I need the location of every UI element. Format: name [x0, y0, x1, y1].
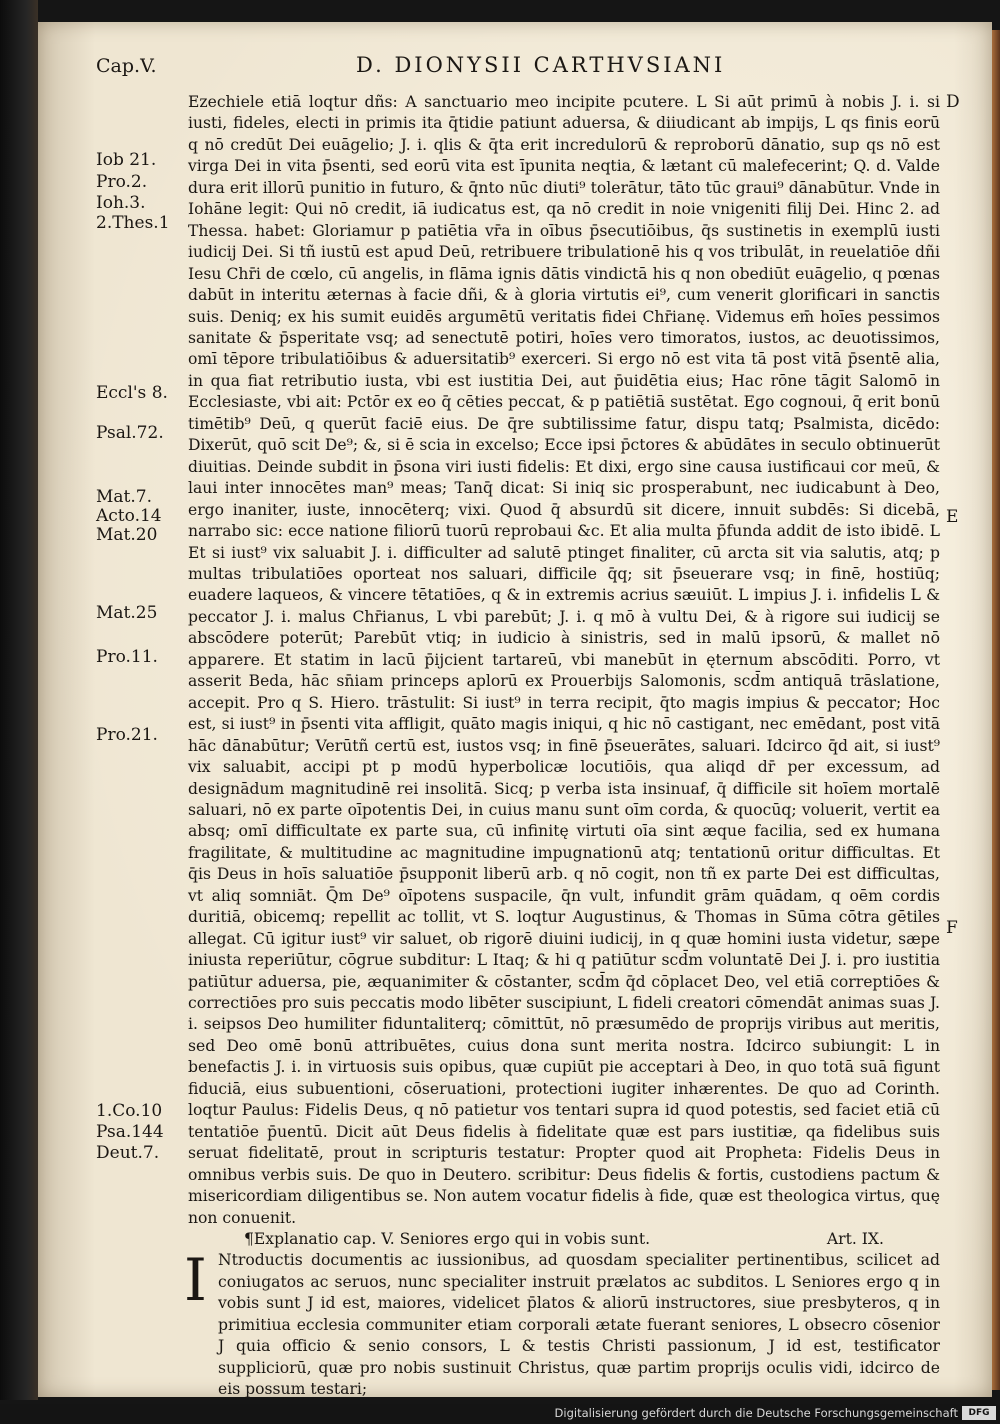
dfg-logo: DFG [962, 1406, 996, 1420]
page-title: D. DIONYSII CARTHVSIANI [356, 53, 726, 77]
margin-note: 1.Co.10 [96, 1101, 163, 1121]
margin-note: Eccl's 8. [96, 383, 168, 403]
margin-note: Pro.21. [96, 725, 158, 745]
margin-note: Pro.2. [96, 172, 148, 192]
margin-note: Deut.7. [96, 1143, 160, 1163]
margin-letter: F [946, 918, 958, 938]
margin-note: 2.Thes.1 [96, 213, 170, 233]
paragraph: Ntroductis documentis ac iussionibus, ad quosdam specialiter pertinentibus, scilicet ad coniugatos ac seruos, nunc specialiter instruit prælatos ac subditos. L Seniores ergo q in vobis sunt J id est, maiores, videlicet p̄latos & aliorū instructores, siue presbyteros, q in primitiua ecclesia communiter etiam corporali ætate fuerant seniores, L obsecro cōsenior J quia officio & senio consors, L & testis Christi passionum, J id est, testificator suppliciorū, quæ pro nobis sustinuit Christus, quæ partim proprijs oculis vidi, idcirco de eis possum testari; [218, 1251, 940, 1399]
margin-letter: D [946, 92, 960, 112]
margin-note: Mat.20 [96, 525, 158, 545]
margin-note: Ioh.3. [96, 193, 146, 213]
margin-letter: E [946, 507, 959, 527]
paragraph-with-initial [184, 1246, 940, 1400]
margin-note: Pro.11. [96, 647, 158, 667]
margin-note: Mat.7. [96, 487, 152, 507]
drop-cap: I [184, 1246, 207, 1315]
margin-note: Psa.144 [96, 1122, 164, 1142]
main-text [184, 92, 940, 1401]
footer-credit: Digitalisierung gefördert durch die Deutsche Forschungsgemeinschaft [554, 1406, 958, 1420]
margin-note: Iob 21. [96, 150, 157, 170]
margin-note: Mat.25 [96, 603, 158, 623]
chapter-label: Cap.V. [96, 55, 157, 77]
section-heading [188, 1229, 940, 1250]
heading-title: ¶Explanatio cap. V. Seniores ergo qui in vobis sunt. [244, 1230, 651, 1249]
margin-note: Psal.72. [96, 423, 164, 443]
paragraph: Ezechiele etiā loqtur dñs: A sanctuario meo incipite pcutere. L Si aūt primū à nobis J. i. si iusti, fideles, electi in primis ita q̄tidie patiunt aduersa, & diiudicant ab impijs, L qs finis eorū q nō credūt Dei euāgelio; J. i. qlis & q̄ta erit incredulorū & reproborū dānatio, sup qs nō est virga Dei in vita p̄senti, sed eorū vita est īpunita neqtia, & lætant cū malefecerint; Q. d. Valde dura erit illorū punitio in futuro, & q̄nto nūc diuti⁹ tolerātur, tāto tūc graui⁹ dānabūtur. Vnde in Iohāne legit: Qui nō credit, iā iudicatus est, qa nō credit in noie vnigeniti filij Dei. Hinc 2. ad Thessa. habet: Gloriamur p patiētia vr̄a in oībus p̄secutiōibus, q̄s sustinetis in exemplū iusti iudicij Dei. Si tñ iustū est apud Deū, retribuere tribulationē his q vos tribulāt, in reuelatiōe dñi Iesu Chr̄i de cœlo, cū angelis, in flāma ignis dātis vindictā his q non obediūt euāgelio, q pœnas dabūt in interitu æternas à facie dñi, & à gloria virtutis ei⁹, cum venerit glorificari in sanctis suis. Deniq; ex his sumit euidēs argumētū veritatis fidei Chr̄ianę. Videmus em̄ hoīes pessimos sanitate & p̄speritate vsq; ad senectutē potiri, hoīes vero timoratos, iustos, ac deuotissimos, omī tēpore tribulatiōibus & aduersitatib⁹ exerceri. Si ergo nō est vita tā post vitā p̄sentē alia, in qua fiat retributio iusta, vbi est iustitia Dei, aut p̄uidētia eius; Hac rōne tāgit Salomō in Ecclesiaste, vbi ait: Pctōr ex eo q̄ cēties peccat, & p patiētiā sustētat. Ego cognoui, q̄ erit bonū timētib⁹ Deū, q querūt faciē eius. De q̄re subtilissime fatur, dispu tatq; Psalmista, dicēdo: Dixerūt, quō scit De⁹; &, si ē scia in excelso; Ecce ipsi p̄ctores & abūdātes in seculo obtinuerūt diuitias. Deinde subdit in p̄sona viri iusti fidelis: Et dixi, ergo sine causa iustificaui cor meū, & laui inter innocētes man⁹ meas; Tanq̄ dicat: Si iniq sic prosperabunt, nec iudicabunt à Deo, ergo inaniter, iuste, innocēterq; vixi. Quod q̄ absurdū sit dicere, innuit subdēs: Si dicebā, narrabo sic: ecce natione filiorū tuorū reprobaui &c. Et alia multa p̄funda addit de isto ibidē. L Et si iust⁹ vix saluabit J. i. difficulter ad salutē ptinget finaliter, cū arcta sit via salutis, atq; p multas tribulatiōes oporteat nos saluari, difficile q̄q; sit p̄seuerare vsq; in finē, hostiūq; euadere laqueos, & vincere tētatiōes, q & in extremis acrius sæuiūt. L impius J. i. infidelis L & peccator J. i. malus Chr̄ianus, L vbi parebūt; J. i. q mō à vultu Dei, & à rigore sui iudicij se abscōdere poterūt; Parebūt vtiq; in iudicio à sinistris, sed in malū ipsorū, & mallet nō apparere. Et statim in lacū p̄ijcient tartareū, vbi manebūt in ęternum abscōditi. Porro, vt asserit Beda, hāc sn̄iam princeps aplorū ex Prouerbijs Salomonis, scd̄m antiquā trāslatione, accepit. Pro q S. Hiero. trāstulit: Si iust⁹ in terra recipit, q̄to magis impius & peccator; Hoc est, si iust⁹ in p̄senti vita affligit, quāto magis iniqui, q hic nō castigant, nec emēdant, post vitā hāc dānabūtur; Verūtñ certū est, iustos vsq; in finē p̄seuerātes, saluari. Idcirco q̄d ait, si iust⁹ vix saluabit, accipi pt p modū hyperbolicæ locutiōis, qua aliqd dr̄ per excessum, ad designādum magnitudinē rei insolitā. Sicq; p verba ista insinuaf, q̄ difficile sit hoīem mortalē saluari, nō ex parte oīpotentis Dei, in cuius manu sunt oīm corda, & quocūq; voluerit, vertit ea absq; omī difficultate ex parte sua, cū infinitę virtuti oīa sint æque facilia, sed ex humana fragilitate, & multitudine ac magnitudine impugnationū atq; tentationū oritur difficultas. Et q̄is Deus in hoīs saluatiōe p̄supponit liberū arb. q nō cogit, non tñ ex parte Dei est difficultas, vt aliq somniāt. Q̄m De⁹ oīpotens suspacile, q̄n vult, infundit grām quādam, q oēm cordis duritiā, obicemq; repellit ac tollit, vt S. loqtur Augustinus, & Thomas in Sūma cōtra gētiles allegat. Cū igitur iust⁹ vir saluet, ob rigorē diuini iudicij, in q quæ homini iusta videtur, sæpe iniusta reperiūtur, cōgrue subditur: L Itaq; & hi q patiūtur scd̄m voluntatē Dei J. i. pro iustitia patiūtur aduersa, pie, æquanimiter & cōstanter, scd̄m q̄d cōplacet Deo, vel etiā correptiōes & correctiōes pro suis peccatis modo libēter suscipiunt, L fideli creatori cōmendāt animas suas J. i. seipsos Deo humiliter fiduntaliterq; cōmittūt, nō præsumēdo de proprijs viribus aut meritis, sed Deo omē bonū attribuētes, cuius dona sunt merita nostra. Idcirco subiungit: L in benefactis J. i. in virtuosis suis opibus, quæ cupiūt pie acceptari à Deo, in quo totā suā figunt fiduciā, eius subuentioni, cōseruationi, protectioni iugiter inhærentes. De quo ad Corinth. loqtur Paulus: Fidelis Deus, q nō patietur vos tentari supra id quod potestis, sed faciet etiā cū tentatiōe p̄uentū. Dicit aūt Deus fidelis à fidelitate quæ est pars iustitiæ, qa fidelibus suis seruat fidelitatē, prout in scripturis testatur: Propter quod ait Propheta: Fidelis Deus in omnibus verbis suis. De quo in Deutero. scribitur: Deus fidelis & fortis, custodiens pactum & misericordiam diligentibus se. Non autem vocatur fidelis à fide, quæ est theologica virtus, quę non conuenit. [188, 93, 940, 1227]
book-gutter [0, 0, 38, 1400]
running-head [96, 55, 966, 85]
article-number: Art. IX. [826, 1230, 884, 1249]
margin-note: Acto.14 [96, 506, 162, 526]
